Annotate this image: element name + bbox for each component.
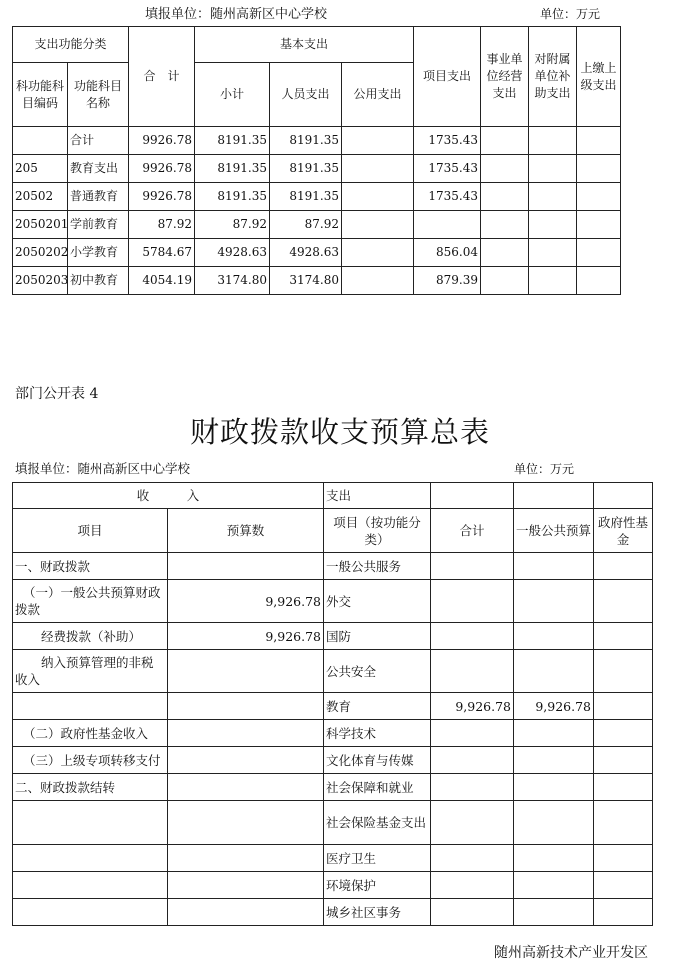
cell-subtotal: 8191.35 [195, 155, 270, 183]
empty-cell [577, 155, 621, 183]
cell-inc-item: 一、财政拨款 [13, 553, 168, 580]
cell-project: 856.04 [414, 239, 481, 267]
cell-general [514, 623, 594, 650]
table-row [13, 845, 653, 872]
cell-exp-item: 国防 [324, 623, 431, 650]
cell-inc-item: 纳入预算管理的非税收入 [13, 650, 168, 693]
table-row [13, 267, 621, 295]
empty-cell [481, 211, 529, 239]
cell-exp-item: 医疗卫生 [324, 845, 431, 872]
cell-subtotal: 8191.35 [195, 183, 270, 211]
empty-cell [529, 183, 577, 211]
header-exp-item: 项目（按功能分类） [324, 509, 431, 553]
header-upper: 上缴上级支出 [577, 27, 621, 127]
cell-inc-val [168, 774, 324, 801]
cell-total: 4054.19 [129, 267, 195, 295]
cell-inc-item [13, 899, 168, 926]
footer-org: 随州高新技术产业开发区 [494, 945, 648, 961]
cell-total [431, 553, 514, 580]
section-label: 部门公开表 4 [15, 386, 99, 402]
cell-subtotal: 4928.63 [195, 239, 270, 267]
empty-cell [481, 155, 529, 183]
cell-total: 9926.78 [129, 127, 195, 155]
cell-subtotal: 87.92 [195, 211, 270, 239]
cell-fund [594, 720, 653, 747]
cell-public [342, 211, 414, 239]
cell-total [431, 845, 514, 872]
cell-fund [594, 899, 653, 926]
cell-total [431, 720, 514, 747]
cell-personnel: 3174.80 [270, 267, 342, 295]
empty-cell [594, 483, 653, 509]
cell-inc-item [13, 845, 168, 872]
table-row [13, 553, 653, 580]
empty-cell [431, 483, 514, 509]
cell-fund [594, 801, 653, 845]
cell-total [431, 872, 514, 899]
cell-name: 教育支出 [68, 155, 129, 183]
cell-personnel: 4928.63 [270, 239, 342, 267]
cell-total [431, 747, 514, 774]
cell-project [414, 211, 481, 239]
cell-project: 1735.43 [414, 183, 481, 211]
header-budget: 预算数 [168, 509, 324, 553]
cell-fund [594, 693, 653, 720]
header-item: 项目 [13, 509, 168, 553]
cell-general [514, 845, 594, 872]
cell-general [514, 899, 594, 926]
empty-cell [577, 267, 621, 295]
cell-exp-item: 外交 [324, 580, 431, 623]
cell-project: 1735.43 [414, 127, 481, 155]
table-row [13, 899, 653, 926]
table-row [13, 580, 653, 623]
empty-cell [577, 239, 621, 267]
cell-general [514, 650, 594, 693]
cell-fund [594, 747, 653, 774]
cell-inc-item [13, 801, 168, 845]
header-personnel: 人员支出 [270, 63, 342, 127]
header-business: 事业单位经营支出 [481, 27, 529, 127]
table-row [13, 155, 621, 183]
cell-code [13, 127, 68, 155]
cell-total [431, 650, 514, 693]
empty-cell [481, 267, 529, 295]
empty-cell [481, 239, 529, 267]
empty-cell [577, 127, 621, 155]
cell-public [342, 183, 414, 211]
cell-personnel: 8191.35 [270, 127, 342, 155]
cell-general [514, 747, 594, 774]
cell-project: 879.39 [414, 267, 481, 295]
cell-exp-item: 社会保险基金支出 [324, 801, 431, 845]
cell-fund [594, 623, 653, 650]
table-row [13, 183, 621, 211]
cell-exp-item: 科学技术 [324, 720, 431, 747]
cell-inc-item: （一）一般公共预算财政拨款 [13, 580, 168, 623]
cell-exp-item: 教育 [324, 693, 431, 720]
cell-public [342, 127, 414, 155]
table-row [13, 720, 653, 747]
cell-code: 20502 [13, 183, 68, 211]
cell-inc-val [168, 720, 324, 747]
empty-cell [529, 155, 577, 183]
cell-name: 初中教育 [68, 267, 129, 295]
cell-public [342, 155, 414, 183]
empty-cell [577, 183, 621, 211]
table-row [13, 239, 621, 267]
cell-inc-val [168, 747, 324, 774]
cell-public [342, 267, 414, 295]
cell-general [514, 801, 594, 845]
cell-project: 1735.43 [414, 155, 481, 183]
empty-cell [529, 127, 577, 155]
header-fund: 政府性基金 [594, 509, 653, 553]
header-project: 项目支出 [414, 27, 481, 127]
cell-exp-item: 城乡社区事务 [324, 899, 431, 926]
cell-general [514, 720, 594, 747]
header-expense: 支出 [324, 483, 431, 509]
cell-inc-val [168, 650, 324, 693]
table-row [13, 623, 653, 650]
cell-total [431, 623, 514, 650]
table-row [13, 801, 653, 845]
cell-total [431, 774, 514, 801]
table-row [13, 693, 653, 720]
cell-inc-item [13, 693, 168, 720]
cell-exp-item: 环境保护 [324, 872, 431, 899]
cell-inc-item: （二）政府性基金收入 [13, 720, 168, 747]
cell-total: 9,926.78 [431, 693, 514, 720]
cell-inc-val [168, 693, 324, 720]
cell-exp-item: 社会保障和就业 [324, 774, 431, 801]
cell-inc-val [168, 801, 324, 845]
cell-general [514, 774, 594, 801]
cell-fund [594, 553, 653, 580]
cell-total: 5784.67 [129, 239, 195, 267]
cell-inc-val [168, 899, 324, 926]
cell-name: 合计 [68, 127, 129, 155]
cell-inc-val: 9,926.78 [168, 623, 324, 650]
cell-total [431, 580, 514, 623]
expense-table [12, 26, 621, 295]
cell-public [342, 239, 414, 267]
budget-summary-table [12, 482, 653, 926]
cell-personnel: 87.92 [270, 211, 342, 239]
cell-total [431, 899, 514, 926]
page-title: 财政拨款收支预算总表 [190, 415, 491, 449]
cell-code: 2050203 [13, 267, 68, 295]
cell-fund [594, 650, 653, 693]
cell-inc-item: （三）上级专项转移支付 [13, 747, 168, 774]
table-row [13, 774, 653, 801]
cell-exp-item: 公共安全 [324, 650, 431, 693]
cell-code: 2050202 [13, 239, 68, 267]
header-public: 公用支出 [342, 63, 414, 127]
cell-inc-val: 9,926.78 [168, 580, 324, 623]
header-general: 一般公共预算 [514, 509, 594, 553]
header-basic: 基本支出 [195, 27, 414, 63]
empty-cell [577, 211, 621, 239]
empty-cell [481, 127, 529, 155]
cell-general: 9,926.78 [514, 693, 594, 720]
fill-unit-label: 填报单位：随州高新区中心学校 [145, 7, 328, 22]
header-total-2: 合计 [431, 509, 514, 553]
cell-code: 2050201 [13, 211, 68, 239]
empty-cell [529, 267, 577, 295]
cell-general [514, 872, 594, 899]
cell-fund [594, 872, 653, 899]
cell-general [514, 580, 594, 623]
cell-personnel: 8191.35 [270, 155, 342, 183]
header-subsidy: 对附属单位补助支出 [529, 27, 577, 127]
cell-inc-item: 二、财政拨款结转 [13, 774, 168, 801]
cell-name: 学前教育 [68, 211, 129, 239]
cell-inc-item: 经费拨款（补助） [13, 623, 168, 650]
cell-total: 87.92 [129, 211, 195, 239]
fill-unit-label-2: 填报单位：随州高新区中心学校 [15, 461, 191, 476]
header-func-class: 支出功能分类 [13, 27, 129, 63]
header-name: 功能科目名称 [68, 63, 129, 127]
table-row [13, 747, 653, 774]
cell-code: 205 [13, 155, 68, 183]
cell-exp-item: 一般公共服务 [324, 553, 431, 580]
cell-exp-item: 文化体育与传媒 [324, 747, 431, 774]
cell-inc-val [168, 553, 324, 580]
empty-cell [514, 483, 594, 509]
empty-cell [529, 239, 577, 267]
money-unit-label-2: 单位：万元 [514, 462, 575, 476]
header-subtotal: 小计 [195, 63, 270, 127]
table-row [13, 650, 653, 693]
cell-name: 普通教育 [68, 183, 129, 211]
empty-cell [529, 211, 577, 239]
cell-general [514, 553, 594, 580]
cell-inc-val [168, 845, 324, 872]
header-income: 收 入 [13, 483, 324, 509]
cell-fund [594, 774, 653, 801]
cell-fund [594, 845, 653, 872]
empty-cell [481, 183, 529, 211]
header-total: 合 计 [129, 27, 195, 127]
cell-personnel: 8191.35 [270, 183, 342, 211]
cell-inc-val [168, 872, 324, 899]
cell-fund [594, 580, 653, 623]
cell-total: 9926.78 [129, 155, 195, 183]
cell-subtotal: 8191.35 [195, 127, 270, 155]
table-row [13, 211, 621, 239]
header-code: 科功能科目编码 [13, 63, 68, 127]
table-row [13, 872, 653, 899]
table-row [13, 127, 621, 155]
cell-inc-item [13, 872, 168, 899]
money-unit-label: 单位：万元 [540, 7, 601, 21]
cell-subtotal: 3174.80 [195, 267, 270, 295]
cell-total [431, 801, 514, 845]
cell-total: 9926.78 [129, 183, 195, 211]
cell-name: 小学教育 [68, 239, 129, 267]
